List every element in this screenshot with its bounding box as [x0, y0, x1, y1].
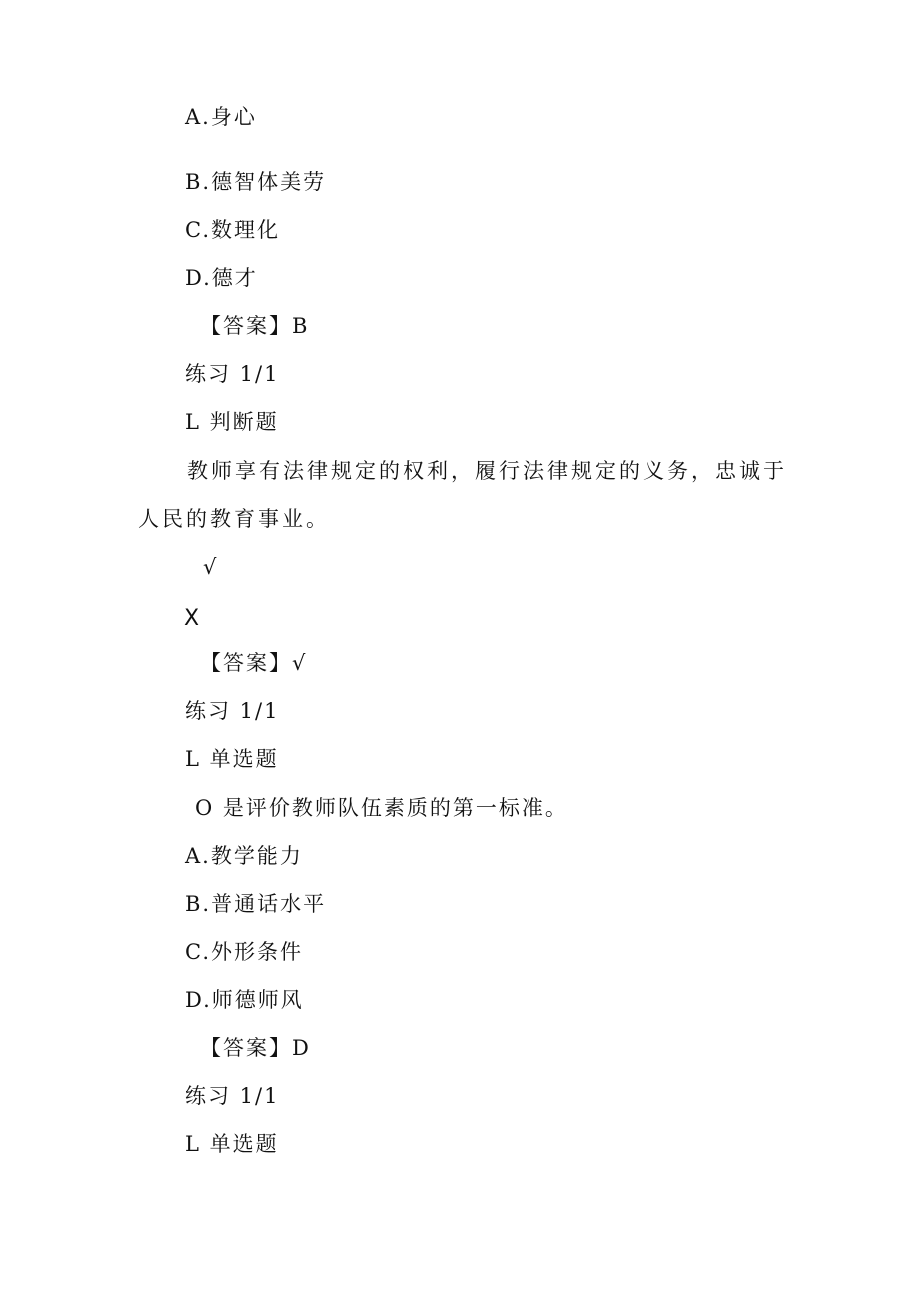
option-c: C.外形条件: [185, 940, 303, 964]
question-text: 教师享有法律规定的权利，履行法律规定的义务，忠诚于: [187, 459, 787, 483]
option-b: B.普通话水平: [185, 892, 327, 916]
option-false: X: [184, 606, 200, 631]
answer-line: 【答案】√: [200, 651, 308, 675]
answer-line: 【答案】B: [200, 314, 310, 338]
option-d: D.师德师风: [185, 988, 304, 1012]
option-d: D.德才: [185, 266, 258, 290]
exercise-label: 练习 1/1: [185, 699, 280, 723]
exercise-label: 练习 1/1: [185, 362, 280, 386]
question-type: L 单选题: [185, 1132, 279, 1156]
option-b: B.德智体美劳: [185, 170, 327, 194]
answer-line: 【答案】D: [200, 1036, 311, 1060]
question-text: O 是评价教师队伍素质的第一标准。: [195, 796, 568, 820]
option-c: C.数理化: [185, 218, 280, 242]
option-true: √: [203, 555, 219, 579]
option-a: A.教学能力: [185, 844, 303, 868]
question-type: L 单选题: [185, 747, 279, 771]
exercise-label: 练习 1/1: [185, 1084, 280, 1108]
question-type: L 判断题: [185, 410, 279, 434]
question-text-continued: 人民的教育事业。: [138, 507, 330, 531]
option-a: A.身心: [185, 105, 257, 129]
